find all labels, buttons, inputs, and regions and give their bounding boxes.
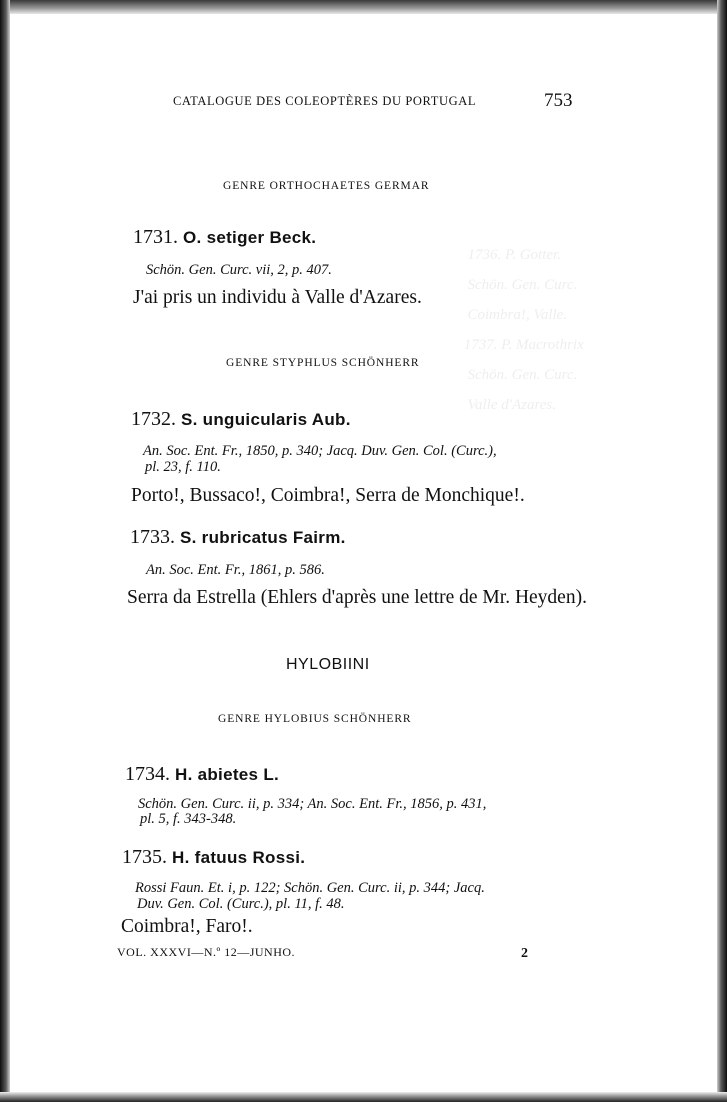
- species-name: S. unguicularis Aub.: [181, 410, 351, 429]
- reference-1734-line1: Schön. Gen. Curc. ii, p. 334; An. Soc. Ent. Fr., 1856, p. 431,: [138, 796, 487, 812]
- locality-1732: Porto!, Bussaco!, Coimbra!, Serra de Monchique!.: [131, 485, 525, 506]
- species-name: H. abietes L.: [175, 765, 280, 784]
- entry-1732: [131, 408, 351, 431]
- entry-number: 1732.: [131, 408, 176, 430]
- locality-1731: J'ai pris un individu à Valle d'Azares.: [133, 287, 422, 308]
- scan-border-top: [0, 0, 727, 14]
- page-number: 753: [544, 90, 573, 111]
- scan-border-bottom: [0, 1092, 727, 1102]
- locality-1733: Serra da Estrella (Ehlers d'après une lettre de Mr. Heyden).: [127, 587, 587, 608]
- genre-heading-hylobius: GENRE HYLOBIUS SCHÖNHERR: [218, 713, 412, 725]
- scan-border-right: [717, 0, 727, 1102]
- tribe-heading-hylobiini: HYLOBIINI: [286, 656, 370, 673]
- entry-number: 1731.: [133, 226, 178, 248]
- running-title: CATALOGUE DES COLEOPTÈRES DU PORTUGAL: [173, 94, 477, 108]
- reference-1732-line2: pl. 23, f. 110.: [145, 459, 221, 475]
- bleed-through-text: 1736. P. Gotter. Schön. Gen. Curc. Coimbra!, Valle. 1737. P. Macrothrix Schön. Gen. Curc. Valle d'Azares.: [463, 247, 584, 413]
- signature-mark: 2: [521, 946, 528, 961]
- reference-1732-line1: An. Soc. Ent. Fr., 1850, p. 340; Jacq. Duv. Gen. Col. (Curc.),: [143, 443, 497, 459]
- locality-1735: Coimbra!, Faro!.: [121, 916, 253, 937]
- entry-1733: [130, 526, 346, 549]
- reference-1731: Schön. Gen. Curc. vii, 2, p. 407.: [146, 262, 332, 278]
- reference-1735-line1: Rossi Faun. Et. i, p. 122; Schön. Gen. Curc. ii, p. 344; Jacq.: [135, 880, 485, 896]
- volume-footer: VOL. XXXVI—N.º 12—JUNHO.: [117, 945, 296, 959]
- entry-number: 1734.: [125, 763, 170, 785]
- species-name: H. fatuus Rossi.: [172, 848, 306, 867]
- genre-heading-orthochaetes: GENRE ORTHOCHAETES GERMAR: [223, 180, 430, 192]
- entry-1731: [133, 226, 316, 249]
- scan-border-left: [0, 0, 10, 1102]
- entry-number: 1735.: [122, 846, 167, 868]
- reference-1734-line2: pl. 5, f. 343-348.: [140, 811, 237, 827]
- entry-1734: [125, 763, 279, 786]
- entry-1735: [122, 846, 305, 869]
- reference-1733: An. Soc. Ent. Fr., 1861, p. 586.: [146, 562, 325, 578]
- species-name: O. setiger Beck.: [183, 228, 317, 247]
- entry-number: 1733.: [130, 526, 175, 548]
- reference-1735-line2: Duv. Gen. Col. (Curc.), pl. 11, f. 48.: [137, 896, 345, 912]
- genre-heading-styphlus: GENRE STYPHLUS SCHÖNHERR: [226, 357, 420, 369]
- species-name: S. rubricatus Fairm.: [180, 528, 346, 547]
